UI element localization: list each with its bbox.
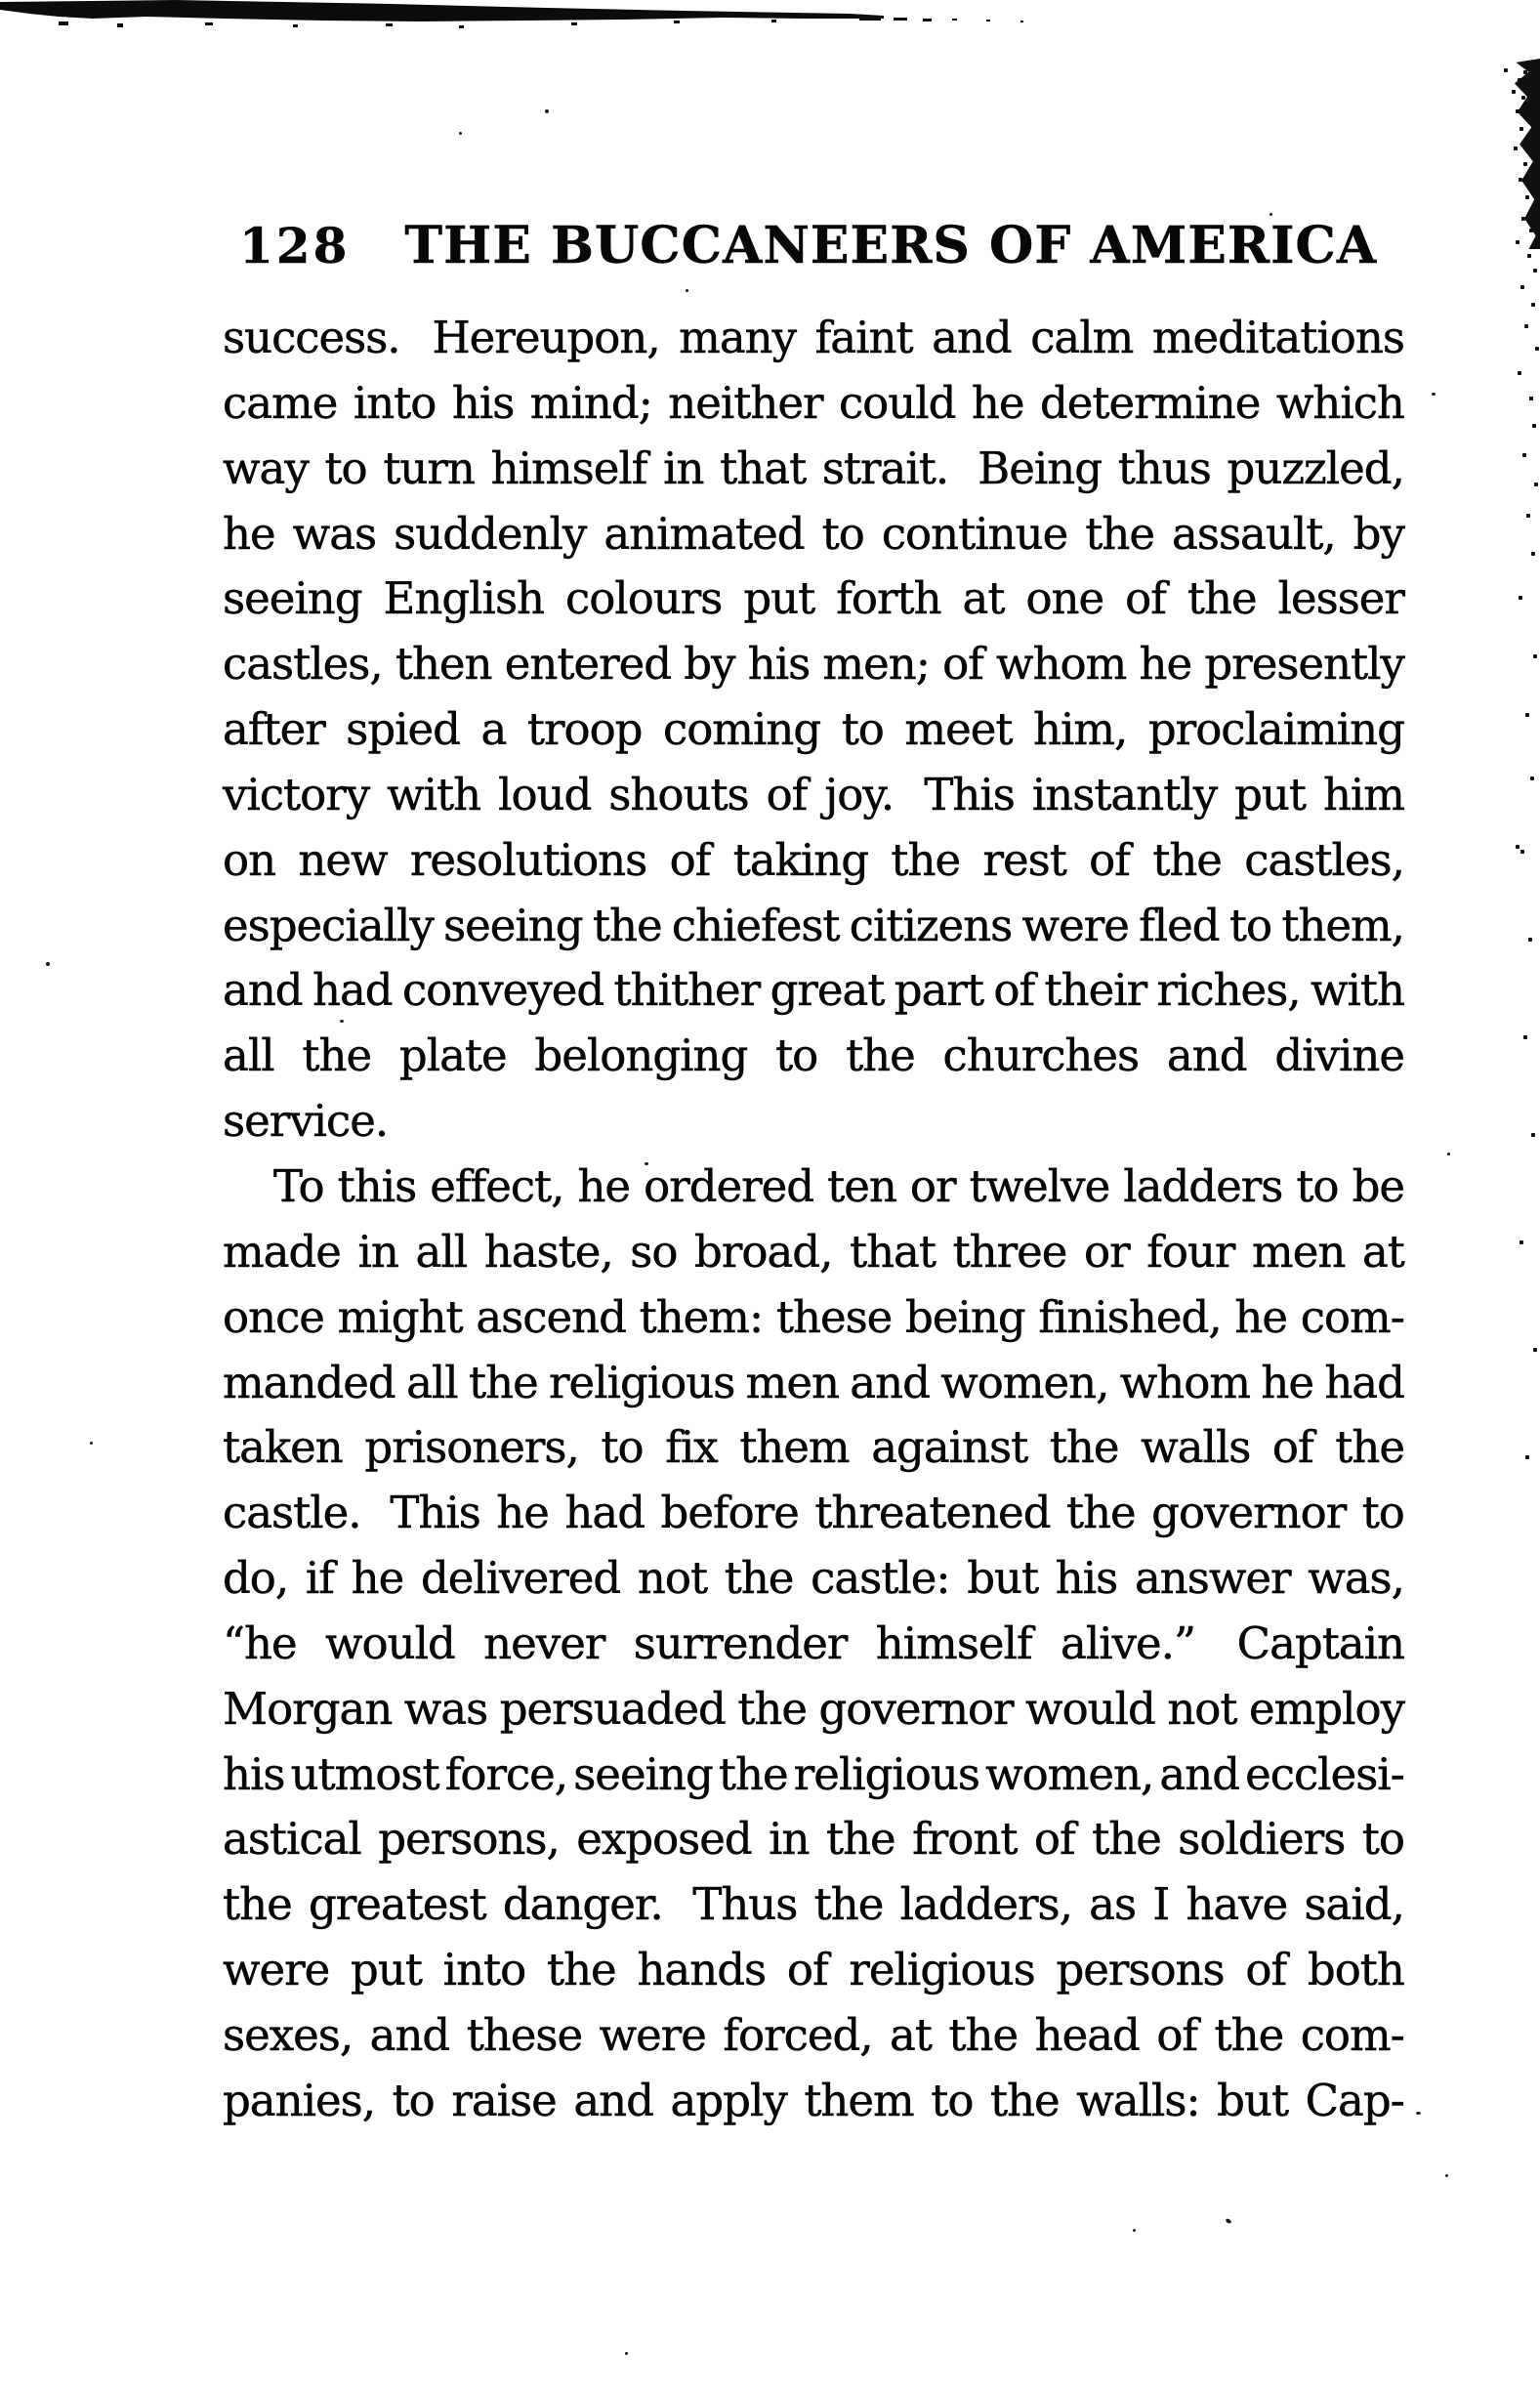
scan-edge-artifact (1512, 59, 1540, 249)
ink-speck (1225, 2218, 1231, 2225)
ink-speck (1416, 2112, 1421, 2115)
text-line: seeing English colours put forth at one of the lesser (223, 572, 1404, 625)
ink-speck (46, 962, 50, 966)
ink-speck (545, 109, 549, 113)
ink-speck (1133, 2229, 1136, 2232)
text-line: success. Hereupon, many faint and calm meditations (223, 312, 1404, 363)
text-line: astical persons, exposed in the front of the soldiers to (223, 1813, 1404, 1866)
text-line: made in all haste, so broad, that three or four men at (223, 1225, 1404, 1278)
text-line: sexes, and these were forced, at the head of the com- (223, 2008, 1404, 2061)
text-line: taken prisoners, to fix them against the walls of the (223, 1421, 1404, 1474)
book-title-header: THE BUCCANEERS OF AMERICA (404, 216, 1378, 275)
text-line: manded all the religious men and women, whom he had (223, 1356, 1404, 1408)
ink-speck (686, 289, 688, 292)
ink-speck (625, 2352, 628, 2355)
ink-speck (1447, 1153, 1450, 1155)
ink-speck (1445, 2174, 1448, 2177)
scan-edge-speckle (1504, 68, 1508, 72)
text-line: panies, to raise and apply them to the walls: but Cap- (223, 2074, 1404, 2126)
text-line: once might ascend them: these being finished, he com- (223, 1290, 1404, 1343)
text-line: To this effect, he ordered ten or twelve ladders to be (273, 1159, 1404, 1212)
text-line: his utmost force, seeing the religious women, and ecclesi- (223, 1747, 1404, 1800)
body-text (223, 306, 1404, 2134)
text-line: service. (223, 1095, 389, 1148)
ink-speck (459, 132, 462, 135)
text-line: castle. This he had before threatened the governor to (223, 1487, 1404, 1539)
scan-band-artifact (0, 0, 1074, 45)
text-line: way to turn himself in that strait. Being thus puzzled, (223, 441, 1404, 494)
ink-speck (90, 1442, 93, 1445)
page-number: 128 (239, 217, 351, 274)
text-line: were put into the hands of religious persons of both (223, 1944, 1404, 1996)
text-line: “he would never surrender himself alive.” Captain (223, 1616, 1404, 1669)
text-line: came into his mind; neither could he determine which (223, 376, 1404, 429)
text-line: and had conveyed thither great part of their riches, with (223, 964, 1404, 1017)
text-line: especially seeing the chiefest citizens were fled to them, (223, 899, 1404, 951)
text-line: castles, then entered by his men; of whom he presently (223, 638, 1404, 691)
ink-speck (1432, 393, 1436, 396)
text-line: the greatest danger. Thus the ladders, as I have said, (223, 1878, 1404, 1931)
text-line: after spied a troop coming to meet him, proclaiming (223, 703, 1404, 756)
running-header (239, 216, 1377, 275)
text-line: Morgan was persuaded the governor would not employ (223, 1682, 1404, 1735)
text-line: he was suddenly animated to continue the assault, by (223, 507, 1404, 560)
text-line: victory with loud shouts of joy. This instantly put him (223, 768, 1404, 820)
text-line: do, if he delivered not the castle: but his answer was, (223, 1552, 1404, 1605)
text-line: on new resolutions of taking the rest of the castles, (223, 833, 1404, 886)
text-line: all the plate belonging to the churches and divine (223, 1029, 1404, 1082)
